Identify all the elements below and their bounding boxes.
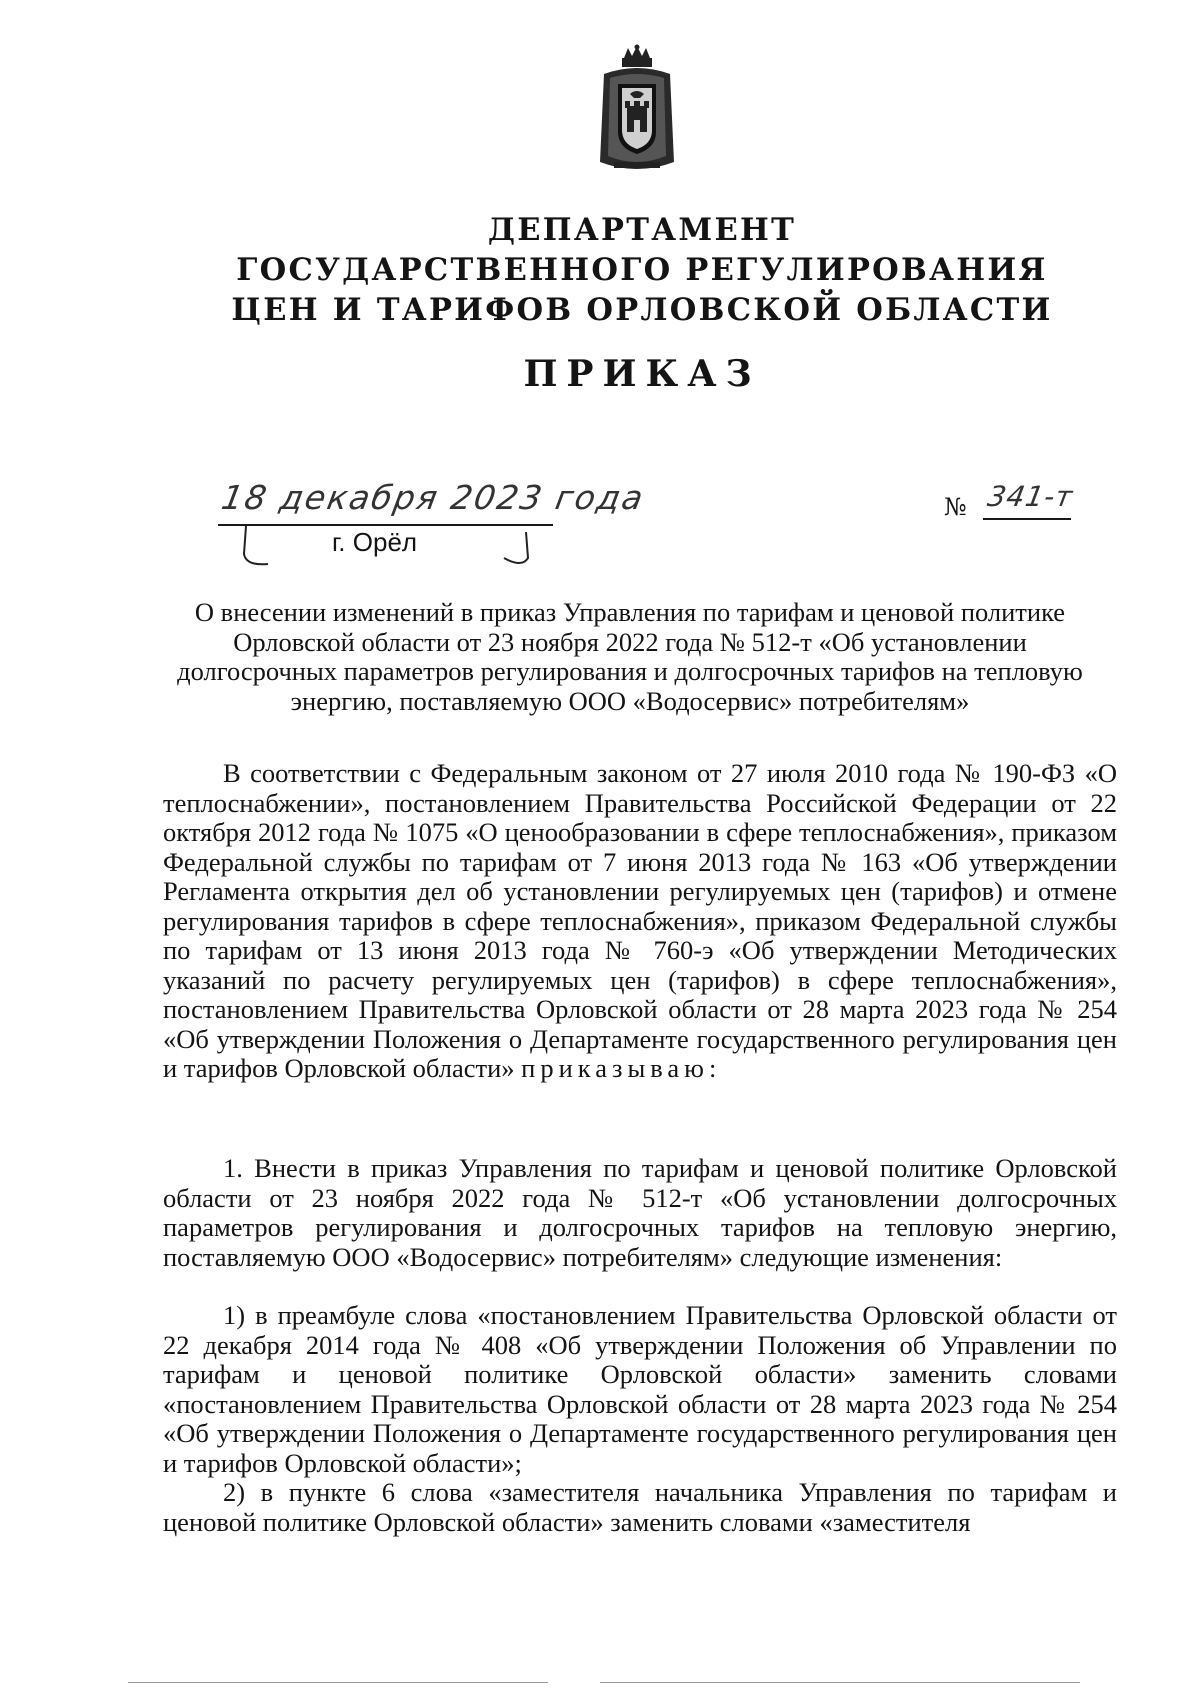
preamble-text: В соответствии с Федеральным законом от 27 июля 2010 года № 190-ФЗ «О теплоснабжении», постановлением Правительства Российской Федерации от 22 октября 2012 года № 1075 «О ценообразовании в сфере теплоснабжения», приказом Федеральной службы по тарифам от 7 июня 2013 года № 163 «Об утверждении Регламента открытия дел об установлении регулируемых цен (тарифов) и отмене регулирования тарифов в сфере теплоснабжения», приказом Федеральной службы по тарифам от 13 июня 2013 года № 760-э «Об утверждении Методических указаний по расчету регулируемых цен (тарифов) в сфере теплоснабжения», постановлением Правительства Орловской области от 28 марта 2023 года № 254 «Об утверждении Положения о Департаменте государственного регулирования цен и тарифов Орловской области» bbox=[163, 758, 1117, 1083]
item-1-paragraph: 1. Внести в приказ Управления по тарифам и ценовой политике Орловской области от 23 ноября 2022 года № 512-т «Об установлении долгосрочных параметров регулирования и долгосрочных тарифов на тепловую энергию, поставляемую ООО «Водосервис» потребителям» следующие изменения: bbox=[163, 1153, 1117, 1272]
handwritten-order-number: 341-т bbox=[985, 480, 1076, 513]
subitem-1-paragraph: 1) в преамбуле слова «постановлением Правительства Орловской области от 22 декабря 2014 года № 408 «Об утверждении Положения об Управлении по тарифам и ценовой политике Орловской области» заменить словами «постановлением Правительства Орловской области от 28 марта 2023 года № 254 «Об утверждении Положения о Департаменте государственного регулирования цен и тарифов Орловской области»; bbox=[163, 1300, 1117, 1478]
department-name-line-3: ЦЕН И ТАРИФОВ ОРЛОВСКОЙ ОБЛАСТИ bbox=[231, 292, 1053, 328]
city-label: г. Орёл bbox=[332, 527, 418, 557]
department-name-line-1: ДЕПАРТАМЕНТ bbox=[487, 212, 797, 248]
preamble-paragraph bbox=[163, 759, 1117, 1084]
scan-artifact-line bbox=[128, 1682, 548, 1683]
subitem-2-paragraph: 2) в пункте 6 слова «заместителя начальника Управления по тарифам и ценовой политике Орловской области» заменить словами «заместителя bbox=[163, 1477, 1117, 1537]
department-name-line-2: ГОСУДАРСТВЕННОГО РЕГУЛИРОВАНИЯ bbox=[236, 252, 1048, 288]
handwritten-date: 18 декабря 2023 года bbox=[218, 478, 648, 517]
number-sign: № bbox=[944, 493, 967, 521]
order-subject: О внесении изменений в приказ Управления по тарифам и ценовой политике Орловской области от 23 ноября 2022 года № 512-т «Об установлении долгосрочных параметров регулирования и долгосрочных тарифов на тепловую энергию, поставляемую ООО «Водосервис» потребителям» bbox=[177, 597, 1083, 716]
orel-oblast-coat-of-arms-icon bbox=[594, 44, 680, 176]
scan-artifact-line bbox=[600, 1682, 1080, 1683]
number-underline bbox=[983, 518, 1071, 520]
left-bracket-mark bbox=[236, 524, 276, 570]
document-type-title: ПРИКАЗ bbox=[523, 353, 761, 395]
right-bracket-mark bbox=[500, 528, 536, 574]
order-word: приказываю: bbox=[521, 1053, 722, 1083]
